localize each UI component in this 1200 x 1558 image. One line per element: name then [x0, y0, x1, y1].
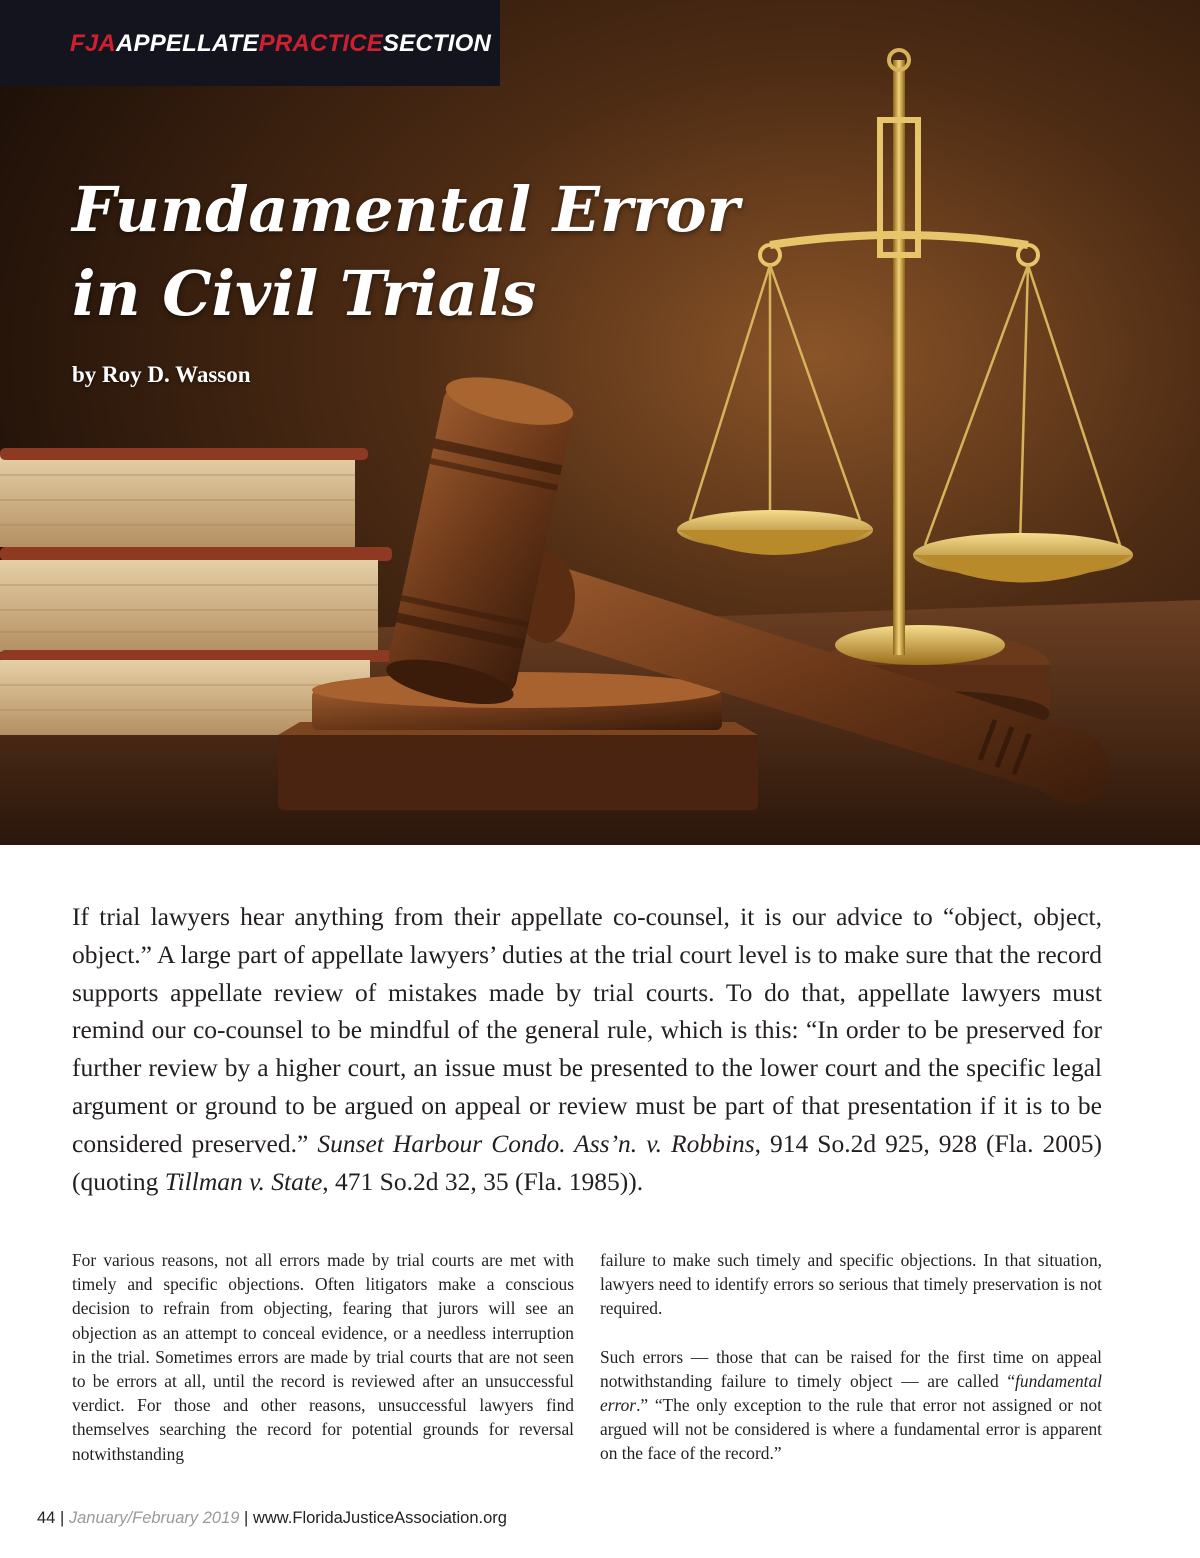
page-footer: [37, 1509, 507, 1528]
section-tag-fja: FJA: [70, 30, 116, 57]
article-title-line-1: Fundamental Error: [72, 173, 740, 246]
section-tag-section: SECTION: [382, 30, 492, 57]
body-paragraph-right-1: failure to make such timely and specific objections. In that situation, lawyers need to identify errors so serious that timely preservation is not required.: [600, 1250, 1102, 1319]
section-tag: [0, 0, 500, 86]
body-paragraph-right-2: [600, 1345, 1102, 1466]
right-p2-text-before: Such errors — those that can be raised for the first time on appeal notwithstanding failure to timely object — are called “: [600, 1346, 1102, 1391]
lead-text-2: , 914 So.2d 925, 928 (Fla. 2005) (quoting: [72, 1128, 1103, 1196]
byline: by Roy D. Wasson: [72, 362, 251, 387]
body-column-right: [600, 1248, 1102, 1466]
lead-text-1: If trial lawyers hear anything from their appellate co-counsel, it is our advice to “object, object, object.” A large part of appellate lawyers’ duties at the trial court level is to make sure that the record supports appellate review of mistakes made by trial courts. To do that, appellate lawyers must remind our co-counsel to be mindful of the general rule, which is this: “In order to be preserved for further review by a higher court, an issue must be presented to the lower court and the specific legal argument or ground to be argued on appeal or review must be part of that presentation if it is to be considered preserved.”: [72, 902, 1102, 1158]
article-title: [72, 168, 739, 336]
section-tag-text: [70, 30, 491, 58]
lead-paragraph: [72, 898, 1102, 1200]
lead-case-citation-2: Tillman v. State: [164, 1166, 323, 1196]
section-tag-practice: PRACTICE: [258, 30, 383, 57]
body-paragraph-left: For various reasons, not all errors made by trial courts are met with timely and specific objections. Often litigators make a conscious decision to refrain from objecting, fearing that jurors will see an objection as an attempt to conceal evidence, or a needless interruption in the trial. Sometimes errors are made by trial courts that are not seen to be errors at all, until the record is reviewed after an unsuccessful verdict. For those and other reasons, unsuccessful lawyers find themselves searching the record for potential grounds for reversal notwithstanding: [72, 1250, 574, 1464]
lead-case-citation-1: Sunset Harbour Condo. Ass’n. v. Robbins: [317, 1128, 755, 1158]
page-number: 44: [37, 1509, 56, 1527]
footer-separator-2: |: [244, 1509, 249, 1527]
issue-date: January/February 2019: [68, 1509, 240, 1527]
article-title-line-2: in Civil Trials: [72, 257, 537, 330]
lead-text-3: , 471 So.2d 32, 35 (Fla. 1985)).: [322, 1166, 644, 1196]
website-link[interactable]: www.FloridaJusticeAssociation.org: [252, 1509, 507, 1527]
fundamental-error-term: fundamental error: [600, 1370, 1102, 1416]
body-column-left: [72, 1248, 574, 1466]
footer-separator-1: |: [59, 1509, 65, 1527]
right-p2-text-after: .” “The only exception to the rule that error not assigned or not argued will not be considered is where a fundamental error is apparent on the face of the record.”: [600, 1395, 1102, 1464]
section-tag-appellate: APPELLATE: [115, 30, 259, 57]
